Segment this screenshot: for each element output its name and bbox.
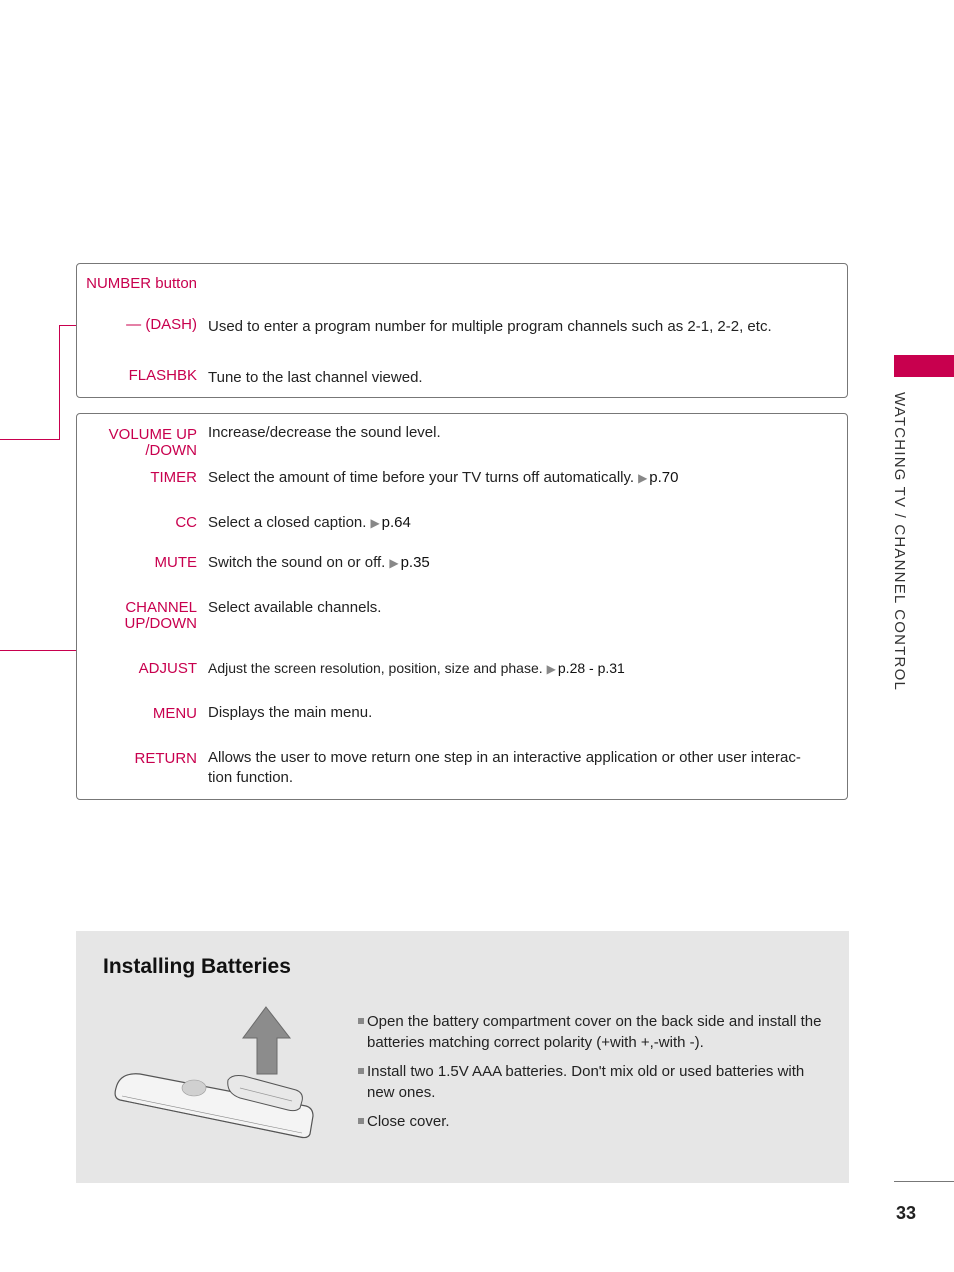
triangle-right-icon: ▶ (546, 662, 556, 676)
timer-label: TIMER (150, 469, 197, 486)
number-button-box (76, 263, 848, 398)
bullet-text: Install two 1.5V AAA batteries. Don't mix old or used batteries with new ones. (367, 1063, 805, 1101)
flashbk-label: FLASHBK (128, 367, 197, 384)
cc-description (208, 513, 823, 533)
connector-line (0, 439, 60, 440)
square-bullet-icon (358, 1068, 364, 1074)
page-number-rule (894, 1181, 954, 1182)
connector-line (59, 325, 60, 440)
channel-label-line2: UP/DOWN (124, 615, 197, 632)
dash-label: — (DASH) (126, 316, 197, 333)
batteries-instructions (358, 1011, 828, 1140)
mute-page-ref: p.35 (400, 554, 430, 571)
menu-label: MENU (152, 705, 197, 722)
mute-text: Switch the sound on or off. (208, 554, 386, 571)
bullet-text: Close cover. (367, 1113, 450, 1130)
batteries-title: Installing Batteries (103, 955, 291, 978)
channel-label-line1: CHANNEL (125, 599, 197, 616)
up-arrow-icon (243, 1007, 290, 1074)
channel-description: Select available channels. (208, 599, 382, 616)
remote-battery-illustration (110, 1004, 330, 1144)
function-buttons-box (76, 413, 848, 800)
channel-label (125, 600, 198, 632)
page-number: 33 (896, 1203, 917, 1223)
adjust-page-ref: p.28 - p.31 (557, 660, 625, 676)
flashbk-description: Tune to the last channel viewed. (208, 369, 423, 386)
dash-description: Used to enter a program number for multiple program channels such as 2-1, 2-2, etc. (208, 318, 772, 335)
cc-page-ref: p.64 (381, 514, 411, 531)
triangle-right-icon: ▶ (370, 516, 380, 530)
batteries-panel (76, 931, 849, 1183)
triangle-right-icon: ▶ (389, 556, 399, 570)
timer-description (208, 468, 823, 488)
section-vertical-text: WATCHING TV / CHANNEL CONTROL (891, 392, 908, 691)
cc-text: Select a closed caption. (208, 514, 367, 531)
timer-text: Select the amount of time before your TV turns off automatically. (208, 469, 635, 486)
connector-line (0, 650, 77, 651)
list-item (358, 1011, 828, 1053)
section-tab (894, 355, 954, 377)
return-description: Allows the user to move return one step in an interactive application or other user interac-tion function. (208, 749, 801, 786)
connector-line (59, 325, 77, 326)
list-item (358, 1061, 828, 1103)
volume-label-line1: VOLUME UP (108, 426, 197, 443)
adjust-label: ADJUST (138, 660, 197, 677)
adjust-description (208, 658, 823, 679)
cc-label: CC (175, 514, 197, 531)
volume-label-line2: /DOWN (145, 442, 197, 459)
triangle-right-icon: ▶ (638, 471, 648, 485)
mute-label: MUTE (154, 554, 197, 571)
number-button-title: NUMBER button (86, 275, 197, 292)
adjust-text: Adjust the screen resolution, position, size and phase. (208, 660, 543, 676)
volume-label (109, 427, 197, 459)
list-item (358, 1111, 828, 1132)
return-label: RETURN (134, 750, 197, 767)
square-bullet-icon (358, 1018, 364, 1024)
mute-description (208, 553, 823, 573)
bullet-text: Open the battery compartment cover on the back side and install the batteries matching correct polarity (+with +,-with -). (367, 1013, 822, 1051)
timer-page-ref: p.70 (649, 469, 679, 486)
square-bullet-icon (358, 1118, 364, 1124)
menu-description: Displays the main menu. (208, 704, 373, 721)
volume-description: Increase/decrease the sound level. (208, 424, 441, 441)
